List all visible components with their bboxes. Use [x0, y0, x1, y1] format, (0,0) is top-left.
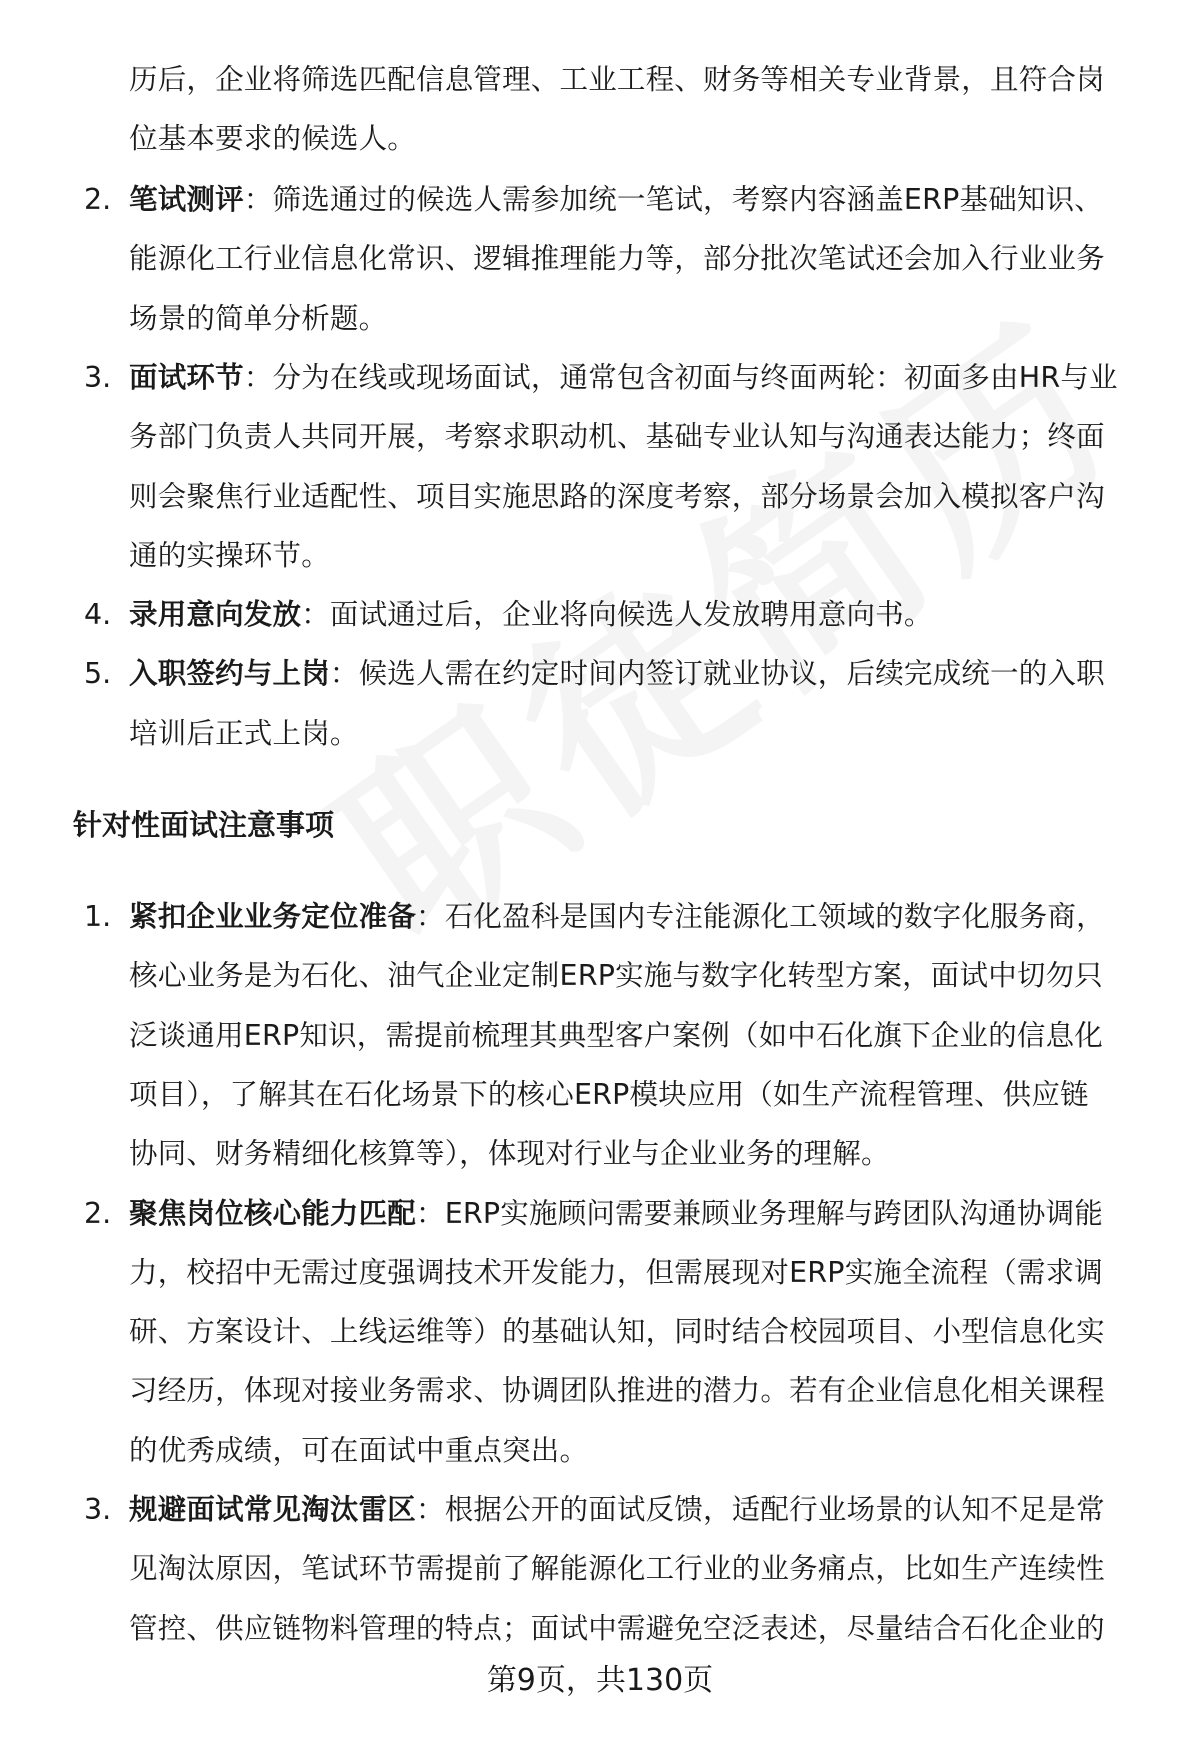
list-item-line	[129, 1312, 1159, 1352]
list-item-line	[129, 714, 1159, 754]
list-item-line	[129, 417, 1159, 457]
list-item-line	[129, 180, 1159, 220]
list-item-line	[129, 536, 1159, 576]
item-title: 录用意向发放	[129, 598, 302, 632]
item-text: ：候选人需在约定时间内签订就业协议，后续完成统一的入职	[329, 657, 1105, 691]
item-text: 项目），了解其在石化场景下的核心ERP模块应用（如生产流程管理、供应链	[129, 1077, 1089, 1111]
list-item-line	[129, 1549, 1159, 1589]
list-number: 2.	[84, 1196, 112, 1230]
item-title: 面试环节	[129, 360, 244, 394]
paragraph-line	[129, 60, 1159, 100]
item-text: 见淘汰原因，笔试环节需提前了解能源化工行业的业务痛点，比如生产连续性	[129, 1552, 1105, 1586]
item-text: 场景的简单分析题。	[129, 301, 388, 335]
list-item-line	[129, 1075, 1159, 1115]
item-text: 培训后正式上岗。	[129, 716, 359, 750]
item-text: 通的实操环节。	[129, 538, 330, 572]
list-item-line	[129, 897, 1159, 937]
list-number: 1.	[84, 900, 112, 933]
item-text: ：分为在线或现场面试，通常包含初面与终面两轮：初面多由HR与业	[243, 360, 1118, 394]
list-item-line	[129, 1490, 1159, 1530]
item-text: 泛谈通用ERP知识，需提前梳理其典型客户案例（如中石化旗下企业的信息化	[129, 1018, 1103, 1052]
item-title: 规避面试常见淘汰雷区	[129, 1493, 417, 1526]
list-item-line	[129, 654, 1159, 694]
list-number: 3.	[84, 1493, 112, 1526]
item-text: 核心业务是为石化、油气企业定制ERP实施与数字化转型方案，面试中切勿只	[129, 959, 1103, 993]
item-text: 协同、财务精细化核算等），体现对行业与企业业务的理解。	[129, 1137, 890, 1171]
item-title: 笔试测评	[129, 183, 244, 216]
list-item-line	[129, 1016, 1159, 1056]
item-text: 的优秀成绩，可在面试中重点突出。	[129, 1433, 589, 1467]
list-item-line	[129, 1609, 1159, 1649]
list-number: 3.	[84, 360, 112, 394]
list-item-line	[129, 477, 1159, 517]
item-text: 位基本要求的候选人。	[129, 122, 417, 156]
list-item-line	[129, 595, 1159, 635]
item-title: 聚焦岗位核心能力匹配	[129, 1196, 417, 1230]
item-text: 研、方案设计、上线运维等）的基础认知，同时结合校园项目、小型信息化实	[129, 1315, 1105, 1349]
item-text: 历后，企业将筛选匹配信息管理、工业工程、财务等相关专业背景，且符合岗	[129, 63, 1105, 96]
list-item-line	[129, 1371, 1159, 1411]
item-text: 力，校招中无需过度强调技术开发能力，但需展现对ERP实施全流程（需求调	[129, 1255, 1103, 1289]
item-title: 紧扣企业业务定位准备	[129, 900, 417, 933]
list-item-line	[129, 299, 1159, 339]
list-item-line	[129, 358, 1159, 398]
list-item-line	[129, 1194, 1159, 1234]
list-item-line	[129, 1134, 1159, 1174]
list-number: 4.	[84, 598, 112, 632]
item-text: 习经历，体现对接业务需求、协调团队推进的潜力。若有企业信息化相关课程	[129, 1374, 1105, 1408]
list-item-line	[129, 956, 1159, 996]
item-text: ：根据公开的面试反馈，适配行业场景的认知不足是常	[416, 1493, 1105, 1526]
list-item-line	[129, 1253, 1159, 1293]
item-text: ：ERP实施顾问需要兼顾业务理解与跨团队沟通协调能	[416, 1196, 1104, 1230]
list-item-line	[129, 1431, 1159, 1471]
item-text: ：筛选通过的候选人需参加统一笔试，考察内容涵盖ERP基础知识、	[243, 183, 1104, 216]
item-text: 管控、供应链物料管理的特点；面试中需避免空泛表述，尽量结合石化企业的	[129, 1611, 1105, 1645]
item-text: 能源化工行业信息化常识、逻辑推理能力等，部分批次笔试还会加入行业业务	[129, 242, 1105, 276]
list-item-line	[129, 239, 1159, 279]
item-text: ：石化盈科是国内专注能源化工领域的数字化服务商，	[416, 900, 1105, 933]
list-number: 2.	[84, 183, 112, 216]
page-footer: 第9页，共130页	[486, 1663, 714, 1698]
item-text: 则会聚焦行业适配性、项目实施思路的深度考察，部分场景会加入模拟客户沟	[129, 479, 1105, 513]
item-text: 务部门负责人共同开展，考察求职动机、基础专业认知与沟通表达能力；终面	[129, 420, 1105, 454]
paragraph-line	[129, 119, 1159, 159]
item-text: ：面试通过后，企业将向候选人发放聘用意向书。	[301, 598, 933, 632]
list-number: 5.	[84, 657, 112, 691]
section-heading: 针对性面试注意事项	[73, 808, 335, 842]
item-title: 入职签约与上岗	[129, 657, 330, 691]
